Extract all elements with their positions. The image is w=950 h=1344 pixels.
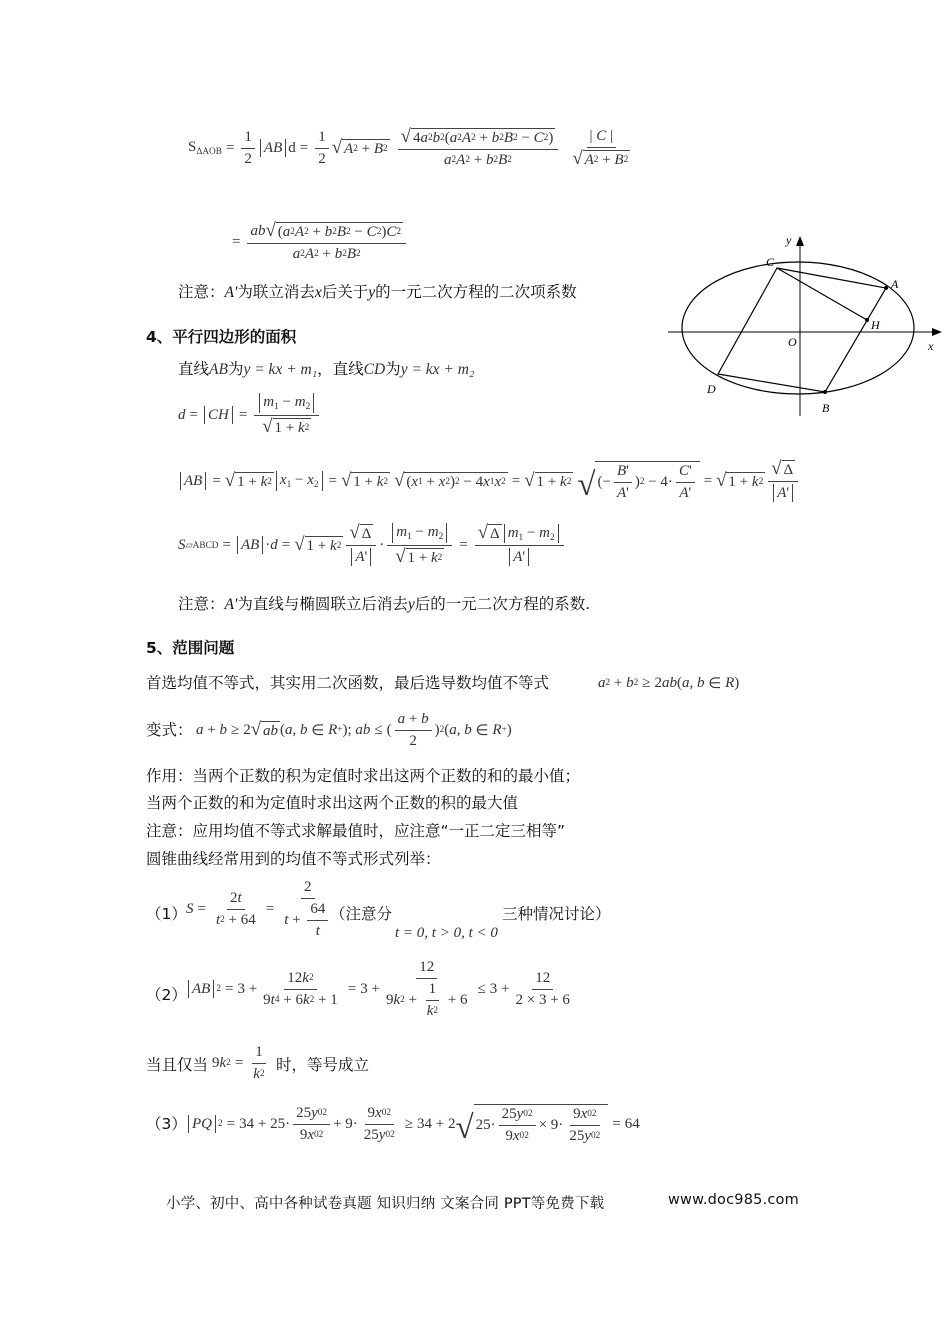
var-a-prime: A' — [224, 596, 238, 613]
usage-line-2: 当两个正数的和为定值时求出这两个正数的积的最大值 — [146, 794, 519, 812]
note-label: 注意： — [178, 595, 225, 613]
note-text: 为直线与椭圆联立后消去 — [237, 595, 408, 613]
note-coefficient-1 — [178, 281, 577, 304]
label-b: B — [822, 401, 830, 415]
formula-item-1: S = 2 t t 2 + 64 = 2 t + $\frac{64}{t}$ — [186, 878, 337, 940]
formula-distance-d: d = CH = $m_1 - m_2$ √ 1 + k 2 — [178, 390, 322, 440]
formula-triangle-area: $S_{\Delta AOB}$ = $\frac{1}{2}$ AB d = $\frac{1}{2}$ √ A 2 + B 2 √ 4 a 2 b 2 ( a 2 A 2 + b 2 B 2 − C 2 ) a 2 A 2 + b 2 B 2 | C | √ A 2 + B 2 — [188, 125, 629, 169]
point-a — [884, 286, 888, 290]
caution-line: 注意：应用均值不等式求解最值时，应注意“一正二定三相等” — [146, 822, 566, 840]
section-5-heading: 5、范围问题 — [146, 639, 235, 657]
point-b — [823, 390, 827, 394]
variant-label: 变式： — [146, 721, 193, 739]
text-sep: ，直线 — [317, 360, 364, 378]
note-text: 后的一元二次方程的系数. — [414, 595, 591, 613]
footer-url[interactable]: www.doc985.com — [668, 1192, 799, 1208]
usage-line-1: 作用：当两个正数的积为定值时求出这两个正数的和的最小值； — [146, 767, 581, 785]
equality-prefix: 当且仅当 — [146, 1056, 209, 1074]
formula-parallelogram-area: S ▱ABCD = AB · d = √ 1 + k 2 √ Δ A' · $m_1 - m_2$ √ 1 + k 2 = √ Δ $m_1 - m_2$ A' — [178, 518, 567, 572]
item-1-note-b: 三种情况讨论） — [502, 905, 611, 923]
equality-suffix: 时，等号成立 — [276, 1056, 370, 1074]
note-label: 注意： — [178, 283, 225, 301]
section-4-heading: 4、平行四边形的面积 — [146, 328, 297, 346]
lines-ab-cd — [178, 358, 474, 381]
equation-ab: y = kx + m₁ — [243, 361, 318, 378]
label-h: H — [871, 318, 880, 332]
x-axis-arrow-icon — [932, 328, 942, 336]
item-1-note-a: （注意分 — [330, 905, 393, 923]
footer-text: 小学、初中、高中各种试卷真题 知识归纳 文案合同 PPT等免费下载 — [166, 1196, 605, 1212]
item-1-cases: t = 0, t > 0, t < 0 — [395, 924, 498, 941]
ellipse-parallelogram-diagram — [666, 228, 948, 420]
note-coefficient-2 — [178, 593, 590, 616]
note-text: 的一元二次方程的二次项系数 — [375, 283, 577, 301]
point-h — [865, 318, 869, 322]
label-a: A — [891, 277, 899, 291]
formula-equality: 9 k 2 = 1 k 2 — [212, 1043, 265, 1082]
label-origin: O — [788, 335, 797, 349]
item-1-label: （1） — [146, 905, 187, 923]
var-y: y — [368, 284, 376, 301]
parallelogram-abcd — [718, 268, 886, 392]
item-2-label: （2） — [146, 986, 187, 1004]
formula-item-3: PQ 2 = 34 + 25· 25 y 0 2 9 x 0 2 + 9· 9 x 0 2 25 y 0 2 ≥ 34 + 2 √ 25· 25 y 0 2 9 x 0 2 × 9· 9 x 0 2 25 y 0 2 = 64 — [186, 1096, 640, 1152]
formula-chord-ab: AB = √ 1 + k 2 $x_1 - x_2$ = √ 1 + k 2 √ ( x 1 + x 2 ) 2 − 4 x 1 x 2 = √ 1 + k 2 √ (− B ' A ' ) 2 − 4· C ' A ' = √ 1 + k 2 √ Δ A' — [178, 454, 801, 508]
formula-am-gm: a 2 + b 2 ≥ 2 ab ( a , b ∈ R ) — [598, 674, 740, 692]
formula-triangle-area-simplified: = ab √ ( a 2 A 2 + b 2 B 2 − C 2 ) C 2 a 2 A 2 + b 2 B 2 — [228, 212, 409, 272]
var-y: y — [407, 596, 415, 613]
label-x: x — [928, 339, 934, 353]
text-is: 为 — [385, 360, 401, 378]
var-ab: AB — [209, 361, 228, 378]
label-d: D — [707, 382, 716, 396]
label-y: y — [786, 233, 792, 247]
note-text: 为联立消去 — [237, 283, 315, 301]
section-5-intro: 首选均值不等式，其实用二次函数，最后选导数均值不等式 — [146, 674, 550, 692]
var-x: x — [314, 284, 322, 301]
formula-variant: a + b ≥ 2 √ ab ( a , b ∈ R + ); ab ≤ ( a + b 2 ) 2 ( a , b ∈ R + ) — [196, 710, 512, 749]
label-c: C — [766, 255, 775, 269]
note-text: 后关于 — [321, 283, 369, 301]
y-axis-arrow-icon — [796, 236, 804, 246]
var-cd: CD — [363, 361, 386, 378]
text-is: 为 — [227, 360, 244, 378]
list-intro: 圆锥曲线经常用到的均值不等式形式列举： — [146, 850, 441, 868]
equation-cd: y = kx + m₂ — [400, 361, 475, 378]
text-line: 直线 — [178, 360, 210, 378]
var-a-prime: A' — [224, 284, 238, 301]
formula-item-2: AB 2 = 3 + 12 k 2 9 t 4 + 6 k 2 + 1 = 3 + 12 9 k 2 + 1 k 2 + 6 ≤ 3 + $\frac{12}{2 \times 3 + 6}$ — [186, 958, 576, 1020]
item-3-label: （3） — [146, 1115, 187, 1133]
